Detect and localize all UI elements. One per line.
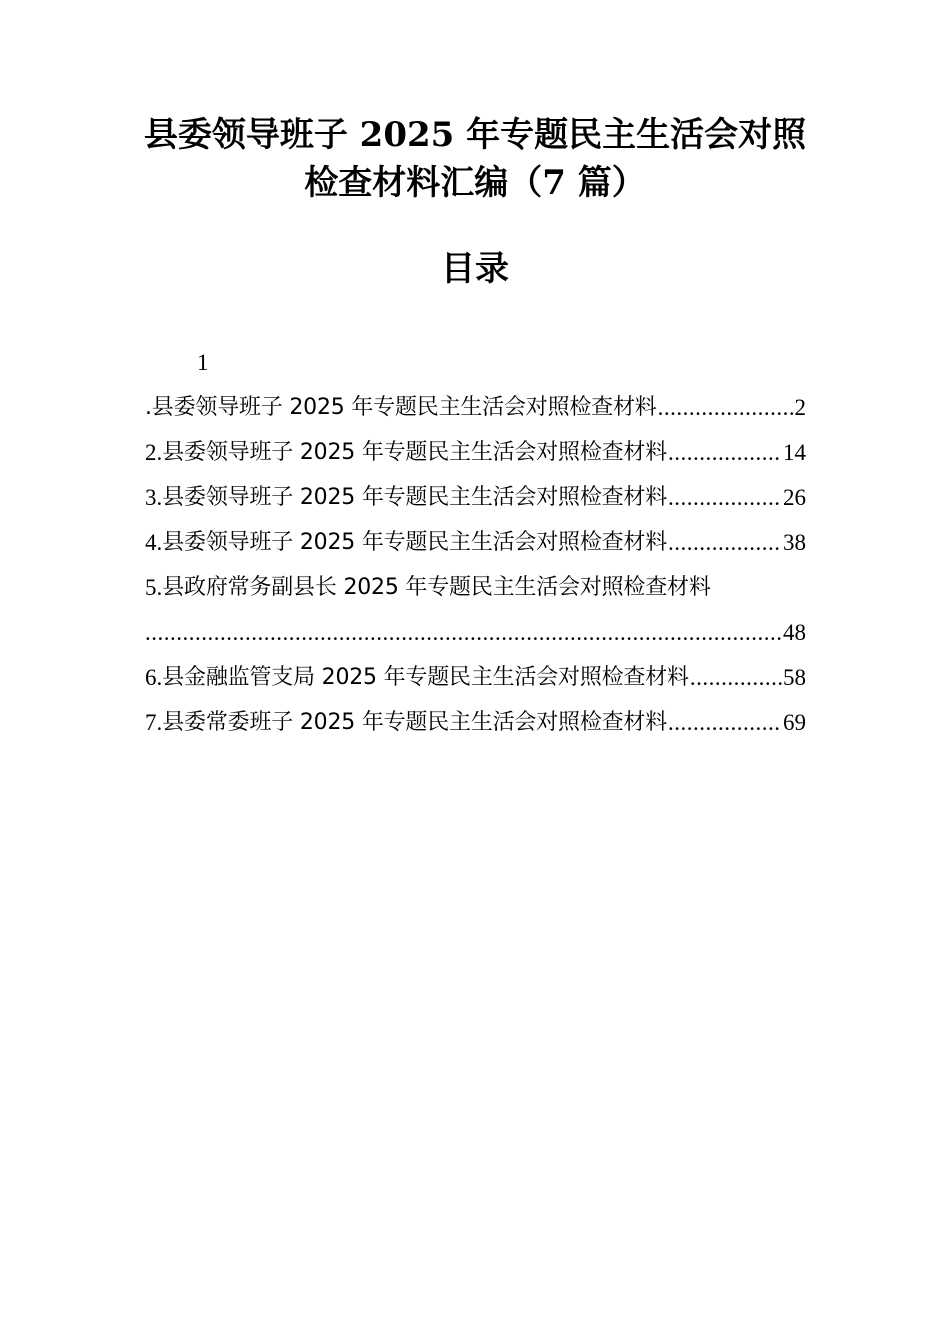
- toc-entry-1-page: 2: [794, 395, 806, 420]
- toc-entry-2-number: 2.: [145, 440, 163, 465]
- document-title-line-2: 检查材料汇编（7 篇）: [304, 163, 646, 203]
- toc-leader-dots: [690, 655, 782, 700]
- toc-entry-3-text: 县委领导班子 2025 年专题民主生活会对照检查材料: [162, 485, 668, 510]
- toc-entry-1-number: 1: [197, 350, 209, 375]
- toc-entry-4-text: 县委领导班子 2025 年专题民主生活会对照检查材料: [162, 530, 668, 555]
- toc-entry-5-page: 48: [783, 620, 806, 645]
- toc-leader-dots: [668, 430, 782, 475]
- toc-entry-3-page: 26: [783, 485, 806, 510]
- toc-entry-7[interactable]: [145, 700, 806, 745]
- toc-entry-1[interactable]: [145, 385, 806, 430]
- toc-leader-dots: [668, 520, 782, 565]
- toc-leader-dots: [668, 700, 782, 745]
- toc-entry-3-number: 3.: [145, 485, 163, 510]
- toc-leader-dots: [658, 385, 794, 430]
- toc-entry-5[interactable]: [145, 565, 806, 610]
- toc-entry-4-number: 4.: [145, 530, 163, 555]
- toc-entry-7-number: 7.: [145, 710, 163, 735]
- table-of-contents: [145, 340, 806, 745]
- toc-entry-7-page: 69: [783, 710, 806, 735]
- toc-entry-1-number-line: [145, 340, 806, 385]
- toc-entry-5-number: 5.: [145, 575, 163, 600]
- toc-entry-1-text: .县委领导班子 2025 年专题民主生活会对照检查材料: [145, 395, 657, 420]
- toc-entry-7-text: 县委常委班子 2025 年专题民主生活会对照检查材料: [162, 710, 668, 735]
- toc-leader-dots: [145, 610, 782, 655]
- toc-entry-6-number: 6.: [145, 665, 163, 690]
- toc-entry-6-page: 58: [783, 665, 806, 690]
- toc-entry-6-text: 县金融监管支局 2025 年专题民主生活会对照检查材料: [162, 665, 689, 690]
- toc-entry-2-page: 14: [783, 440, 806, 465]
- toc-entry-4[interactable]: [145, 520, 806, 565]
- toc-entry-5-continuation[interactable]: [145, 610, 806, 655]
- toc-entry-5-text: 县政府常务副县长 2025 年专题民主生活会对照检查材料: [162, 575, 711, 600]
- toc-entry-2[interactable]: [145, 430, 806, 475]
- document-title-line-1: 县委领导班子 2025 年专题民主生活会对照: [143, 115, 807, 155]
- toc-entry-6[interactable]: [145, 655, 806, 700]
- toc-entry-3[interactable]: [145, 475, 806, 520]
- toc-entry-2-text: 县委领导班子 2025 年专题民主生活会对照检查材料: [162, 440, 668, 465]
- toc-leader-dots: [668, 475, 782, 520]
- toc-entry-4-page: 38: [783, 530, 806, 555]
- toc-heading: 目录: [441, 249, 509, 289]
